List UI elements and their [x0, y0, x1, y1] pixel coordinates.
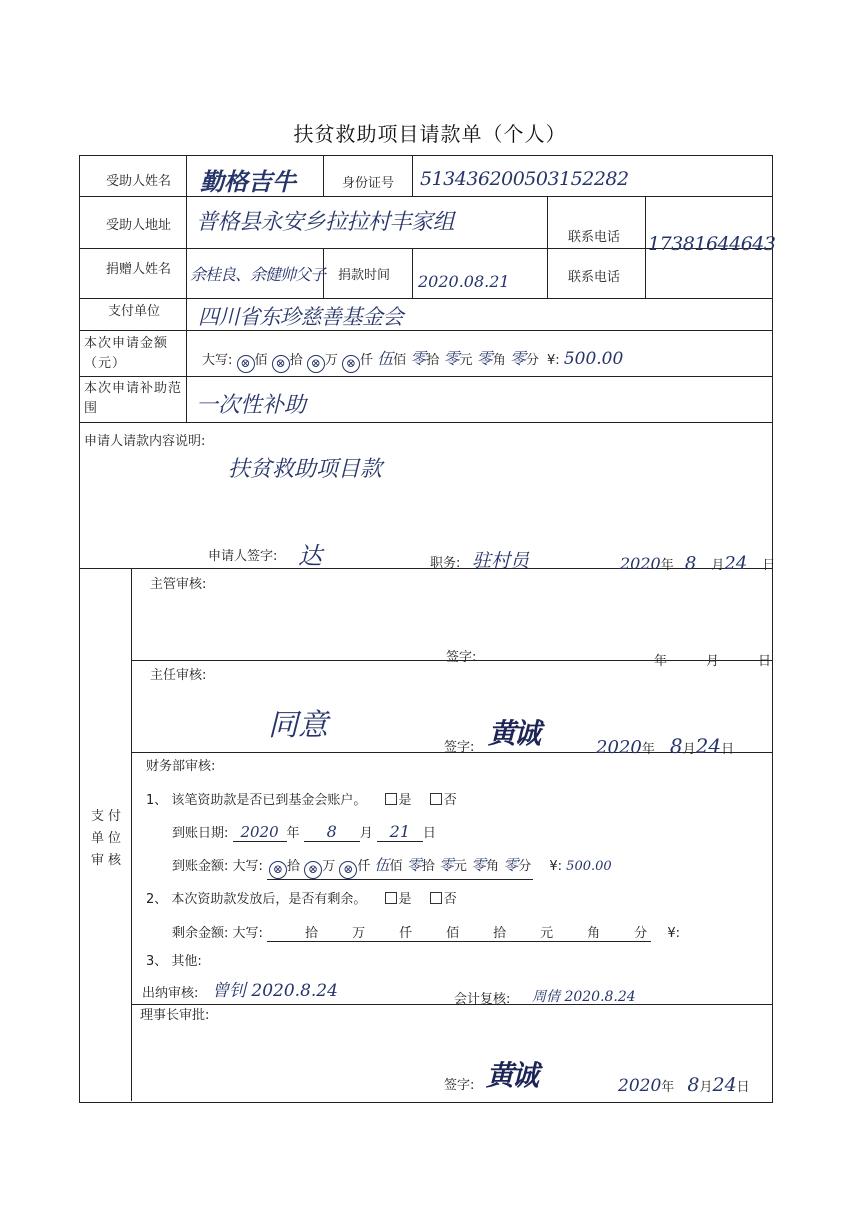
chairman-month-char: 月 [699, 1080, 713, 1095]
chairman-sign-label: 签字: [444, 1078, 475, 1093]
director-day: 24 [695, 734, 722, 758]
arrive-unit-7: 角 [486, 859, 500, 874]
cashier-label: 出纳审核: [142, 986, 199, 1001]
arrive-unit-1: 拾 [287, 859, 301, 874]
arrive-mark-1: ⊗ [269, 861, 287, 879]
position: 驻村员 [472, 550, 530, 572]
address: 普格县永安乡拉拉村丰家组 [196, 210, 455, 235]
director-month: 8 [669, 734, 683, 758]
arrive-unit-6: 元 [453, 859, 467, 874]
amount-value-1: 伍 [377, 349, 394, 368]
payer-label: 支付单位 [108, 304, 161, 319]
applicant-date [620, 553, 775, 574]
position-label: 职务: [430, 556, 461, 571]
remain-label: 剩余金额: 大写: [172, 926, 263, 941]
chairman-month: 8 [687, 1074, 700, 1096]
cashier: 曾钊 2020.8.24 [212, 981, 338, 1001]
amount-value-5: 零 [509, 349, 526, 368]
donation-time-label: 捐款时间 [338, 268, 391, 283]
q2-no-checkbox[interactable] [430, 892, 442, 904]
desc-label: 申请人请款内容说明: [84, 434, 206, 449]
arrive-unit-8: 分 [518, 859, 532, 874]
director-month-char: 月 [682, 742, 696, 757]
finance-q2 [146, 888, 457, 907]
director-sign-label: 签字: [444, 740, 475, 755]
arrive-day-char: 日 [422, 826, 436, 841]
arrive-unit-4: 佰 [389, 859, 403, 874]
chairman-label: 理事长审批: [140, 1008, 210, 1023]
arrive-date-label: 到账日期: [172, 826, 229, 841]
remain-unit-4: 佰 [446, 926, 460, 941]
amount-unit-4: 仟 [360, 353, 374, 368]
chairman-sign: 黄诚 [486, 1059, 537, 1092]
remain-unit-6: 元 [540, 926, 554, 941]
row-divider [131, 1004, 773, 1005]
q2-yes-checkbox[interactable] [385, 892, 397, 904]
arrive-month: 8 [304, 822, 360, 842]
amount-label: 本次申请金额（元） [84, 336, 169, 371]
remain-row [172, 922, 680, 942]
arrive-unit-2: 万 [322, 859, 336, 874]
recipient-name: 勤格吉牛 [200, 167, 296, 196]
amount-unit-5: 佰 [393, 353, 407, 368]
chairman-date [618, 1074, 750, 1096]
row-divider [79, 330, 773, 331]
amount-unit-7: 元 [459, 353, 473, 368]
amount-unit-3: 万 [324, 353, 338, 368]
supervisor-day-char: 日 [758, 654, 772, 669]
col-divider [186, 155, 187, 422]
arrive-day: 21 [377, 822, 423, 842]
yes-checkbox[interactable] [385, 793, 397, 805]
amount-unit-9: 分 [525, 353, 539, 368]
arrive-amount-row [172, 854, 612, 880]
applicant-sign: 达 [298, 542, 322, 570]
col-divider [412, 155, 413, 196]
phone: 17381644643 [648, 233, 776, 255]
amount-mark-3: ⊗ [307, 355, 325, 373]
amount-yuan-label: ¥: [547, 353, 560, 368]
amount-value-2: 零 [410, 349, 427, 368]
amount-value-3: 零 [443, 349, 460, 368]
other-label: 3、 其他: [146, 954, 202, 969]
recipient-name-label: 受助人姓名 [106, 174, 172, 189]
amount-unit-6: 拾 [426, 353, 440, 368]
amount-mark-4: ⊗ [342, 355, 360, 373]
col-divider [323, 155, 324, 196]
donation-time: 2020.08.21 [418, 272, 510, 291]
arrive-number: 500.00 [566, 859, 612, 874]
no-checkbox[interactable] [430, 793, 442, 805]
row-divider [79, 422, 773, 423]
supervisor-sign-label: 签字: [446, 650, 477, 665]
review-side-label: 支付单位审核 [90, 809, 125, 868]
yes-label: 是 [398, 793, 412, 808]
remain-unit-5: 拾 [493, 926, 507, 941]
date-year-char: 年 [660, 558, 674, 573]
director-label: 主任审核: [150, 668, 207, 683]
row-divider [79, 376, 773, 377]
desc: 扶贫救助项目款 [228, 457, 383, 482]
donor-name: 余桂良、余健帅父子 [190, 265, 326, 284]
arrive-value-4: 零 [471, 856, 487, 874]
q2-text: 2、 本次资助款发放后，是否有剩余。 [146, 892, 367, 907]
director-year: 2020 [596, 737, 642, 758]
id-label: 身份证号 [342, 176, 395, 191]
director-opinion: 同意 [268, 708, 328, 743]
amount-prefix: 大写: [202, 353, 233, 368]
arrive-unit-3: 仟 [357, 859, 371, 874]
amount-mark-2: ⊗ [272, 355, 290, 373]
row-divider [79, 298, 773, 299]
chairman-day: 24 [712, 1074, 737, 1096]
remain-unit-7: 角 [587, 926, 601, 941]
q2-no-label: 否 [443, 892, 457, 907]
date-month: 8 [684, 553, 697, 574]
director-date [596, 734, 734, 758]
amount-value-4: 零 [476, 349, 493, 368]
arrive-value-1: 伍 [374, 856, 390, 874]
amount-mark-1: ⊗ [237, 355, 255, 373]
payer: 四川省东珍慈善基金会 [198, 305, 403, 329]
remain-unit-2: 万 [352, 926, 366, 941]
amount-row [202, 346, 623, 373]
arrive-date-row [172, 822, 436, 842]
scope: 一次性补助 [196, 393, 307, 418]
chairman-day-char: 日 [736, 1080, 750, 1095]
supervisor-year-char: 年 [654, 654, 668, 669]
arrive-value-3: 零 [438, 856, 454, 874]
arrive-value-5: 零 [503, 856, 519, 874]
amount-number: 500.00 [563, 349, 624, 369]
arrive-value-2: 零 [406, 856, 422, 874]
director-sign: 黄诚 [488, 717, 539, 750]
accountant: 周倩 2020.8.24 [532, 989, 636, 1005]
director-day-char: 日 [721, 742, 735, 757]
arrive-year: 2020 [233, 823, 287, 842]
scope-label: 本次申请补助范围 [84, 381, 183, 416]
col-divider [547, 196, 548, 298]
address-label: 受助人地址 [106, 218, 172, 233]
phone-label: 联系电话 [568, 230, 621, 245]
arrive-month-char: 月 [359, 826, 373, 841]
phone2-label: 联系电话 [568, 270, 621, 285]
no-label: 否 [443, 793, 457, 808]
col-divider [645, 196, 646, 298]
director-year-char: 年 [641, 742, 655, 757]
col-divider [412, 248, 413, 298]
arrive-yuan-label: ¥: [549, 859, 563, 874]
q1-text: 1、 该笔资助款是否已到基金会账户。 [146, 793, 367, 808]
remain-unit-1: 拾 [305, 926, 319, 941]
remain-unit-3: 仟 [399, 926, 413, 941]
finance-label: 财务部审核: [146, 759, 216, 774]
amount-unit-8: 角 [492, 353, 506, 368]
accountant-label: 会计复核: [454, 992, 511, 1007]
amount-unit-2: 拾 [289, 353, 303, 368]
q2-yes-label: 是 [398, 892, 412, 907]
date-day-char: 日 [762, 558, 776, 573]
date-year: 2020 [620, 554, 661, 573]
amount-unit-1: 佰 [254, 353, 268, 368]
arrive-amount-label: 到账金额: 大写: [172, 859, 263, 874]
chairman-year: 2020 [618, 1076, 662, 1096]
date-day: 24 [724, 553, 748, 574]
supervisor-month-char: 月 [706, 654, 720, 669]
applicant-sign-label: 申请人签字: [208, 549, 278, 564]
donor-label: 捐赠人姓名 [106, 262, 172, 277]
arrive-mark-3: ⊗ [339, 861, 357, 879]
arrive-mark-2: ⊗ [304, 861, 322, 879]
col-divider [131, 568, 132, 1101]
finance-q1 [146, 789, 457, 808]
page-title: 扶贫救助项目请款单（个人） [293, 122, 567, 146]
supervisor-label: 主管审核: [150, 577, 207, 592]
arrive-unit-5: 拾 [421, 859, 435, 874]
arrive-year-char: 年 [286, 826, 300, 841]
id-number: 513436200503152282 [420, 168, 629, 190]
remain-yuan-label: ¥: [667, 926, 680, 941]
date-month-char: 月 [711, 558, 725, 573]
remain-unit-8: 分 [634, 926, 648, 941]
row-divider [79, 196, 773, 197]
chairman-year-char: 年 [661, 1080, 675, 1095]
